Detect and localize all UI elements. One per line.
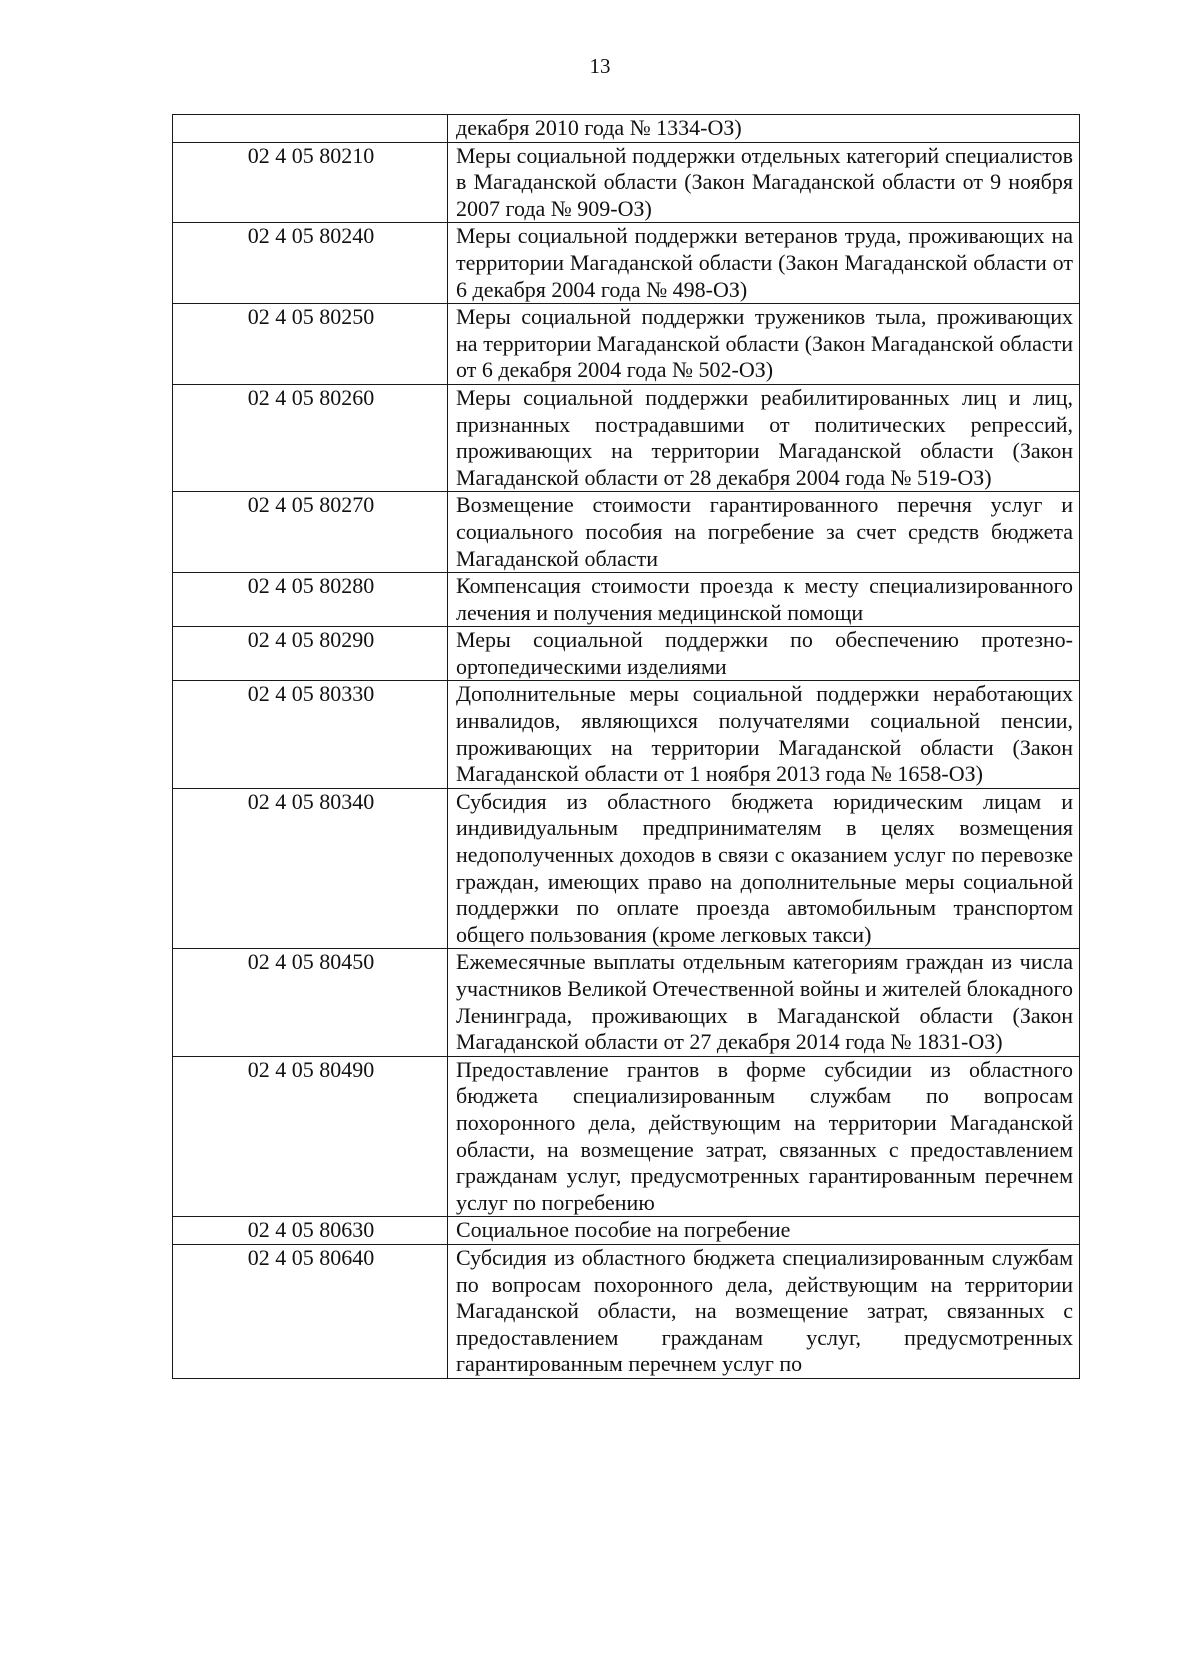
- row-code: 02 4 05 80270: [173, 492, 448, 573]
- row-code: 02 4 05 80280: [173, 573, 448, 627]
- row-description: Меры социальной поддержки ветеранов труда, проживающих на территории Магаданской области (Закон Магаданской области от 6 декабря 2004 года № 498-ОЗ): [448, 223, 1080, 304]
- row-code: 02 4 05 80630: [173, 1217, 448, 1245]
- row-code: 02 4 05 80250: [173, 304, 448, 385]
- row-code: 02 4 05 80490: [173, 1056, 448, 1217]
- table-row: [173, 681, 1080, 788]
- row-code: 02 4 05 80260: [173, 384, 448, 491]
- table-row: [173, 304, 1080, 385]
- table-row: [173, 1056, 1080, 1217]
- row-description: Дополнительные меры социальной поддержки неработающих инвалидов, являющихся получателями социальной пенсии, проживающих на территории Магаданской области (Закон Магаданской области от 1 ноября 2013 года № 1658-ОЗ): [448, 681, 1080, 788]
- table-row: [173, 223, 1080, 304]
- row-code: 02 4 05 80340: [173, 788, 448, 949]
- table-row: [173, 627, 1080, 681]
- row-code: [173, 115, 448, 143]
- table-row: [173, 492, 1080, 573]
- table-row: [173, 142, 1080, 223]
- table-row: [173, 1217, 1080, 1245]
- row-description: Меры социальной поддержки тружеников тыла, проживающих на территории Магаданской области (Закон Магаданской области от 6 декабря 2004 года № 502-ОЗ): [448, 304, 1080, 385]
- row-description: Субсидия из областного бюджета юридическим лицам и индивидуальным предпринимателям в целях возмещения недополученных доходов в связи с оказанием услуг по перевозке граждан, имеющих право на дополнительные меры социальной поддержки по оплате проезда автомобильным транспортом общего пользования (кроме легковых такси): [448, 788, 1080, 949]
- row-description: Ежемесячные выплаты отдельным категориям граждан из числа участников Великой Отечественной войны и жителей блокадного Ленинграда, проживающих в Магаданской области (Закон Магаданской области от 27 декабря 2014 года № 1831-ОЗ): [448, 949, 1080, 1056]
- table-row: [173, 384, 1080, 491]
- row-description: Меры социальной поддержки по обеспечению протезно-ортопедическими изделиями: [448, 627, 1080, 681]
- table-row: [173, 949, 1080, 1056]
- page-number: 13: [589, 54, 611, 78]
- row-description: Меры социальной поддержки отдельных категорий специалистов в Магаданской области (Закон Магаданской области от 9 ноября 2007 года № 909-ОЗ): [448, 142, 1080, 223]
- row-code: 02 4 05 80330: [173, 681, 448, 788]
- row-code: 02 4 05 80450: [173, 949, 448, 1056]
- row-description: Возмещение стоимости гарантированного перечня услуг и социального пособия на погребение за счет средств бюджета Магаданской области: [448, 492, 1080, 573]
- row-description: Субсидия из областного бюджета специализированным службам по вопросам похоронного дела, действующим на территории Магаданской области, на возмещение затрат, связанных с предоставлением гражданам услуг, предусмотренных гарантированным перечнем услуг по: [448, 1244, 1080, 1378]
- row-code: 02 4 05 80290: [173, 627, 448, 681]
- row-description: декабря 2010 года № 1334-ОЗ): [448, 115, 1080, 143]
- row-description: Предоставление грантов в форме субсидии из областного бюджета специализированным службам по вопросам похоронного дела, действующим на территории Магаданской области, на возмещение затрат, связанных с предоставлением гражданам услуг, предусмотренных гарантированным перечнем услуг по погребению: [448, 1056, 1080, 1217]
- budget-codes-table: [172, 114, 1080, 1379]
- table-row: [173, 573, 1080, 627]
- table-row: [173, 1244, 1080, 1378]
- row-description: Меры социальной поддержки реабилитированных лиц и лиц, признанных пострадавшими от политических репрессий, проживающих на территории Магаданской области (Закон Магаданской области от 28 декабря 2004 года № 519-ОЗ): [448, 384, 1080, 491]
- row-description: Компенсация стоимости проезда к месту специализированного лечения и получения медицинской помощи: [448, 573, 1080, 627]
- row-code: 02 4 05 80640: [173, 1244, 448, 1378]
- table-row: [173, 115, 1080, 143]
- table-body: [173, 115, 1080, 1379]
- row-code: 02 4 05 80210: [173, 142, 448, 223]
- row-description: Социальное пособие на погребение: [448, 1217, 1080, 1245]
- table-row: [173, 788, 1080, 949]
- row-code: 02 4 05 80240: [173, 223, 448, 304]
